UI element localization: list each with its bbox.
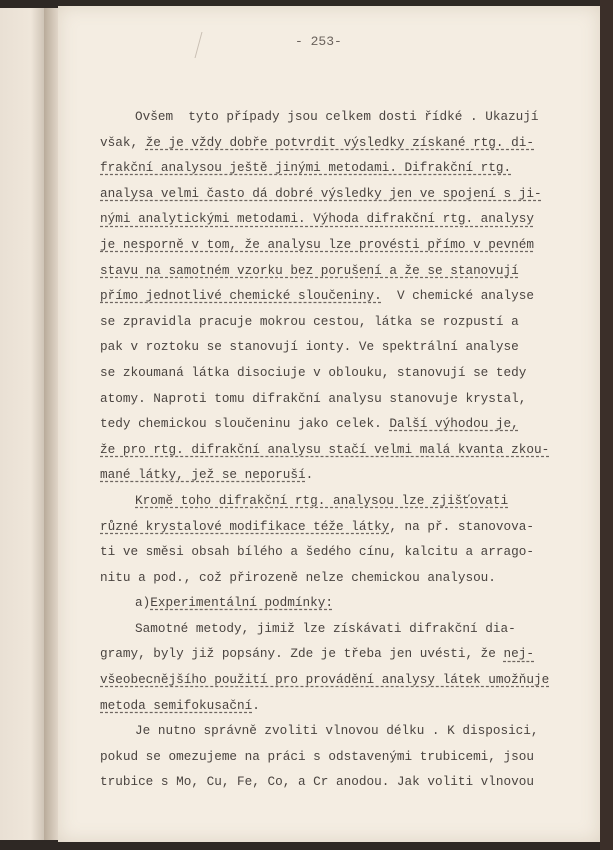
text-line <box>100 616 549 642</box>
text-segment: však, <box>100 134 146 150</box>
underlined-text: nými analytickými metodami. Výhoda difrakční rtg. analysy <box>100 211 534 227</box>
text-line <box>100 539 549 565</box>
text-segment: Ovšem tyto případy jsou celkem dosti řídké . Ukazují <box>135 109 539 124</box>
text-segment: pokud se omezujeme na práci s odstavenými trubicemi, jsou <box>100 748 534 764</box>
underlined-text: analysa velmi často dá dobré výsledky jen ve spojení s ji- <box>100 185 542 201</box>
text-line <box>100 181 549 207</box>
underlined-text: že pro rtg. difrakční analysu stačí velmi malá kvanta zkou- <box>100 441 550 457</box>
text-line <box>100 206 549 232</box>
text-segment: trubice s Mo, Cu, Fe, Co, a Cr anodou. Jak voliti vlnovou <box>100 774 534 790</box>
text-segment: ti ve směsi obsah bílého a šedého cínu, kalcitu a arrago- <box>100 544 534 560</box>
text-line <box>100 718 549 744</box>
text-segment: V chemické analyse <box>381 288 534 304</box>
text-segment: Samotné metody, jimiž lze získávati difrakční dia- <box>135 620 516 636</box>
text-line <box>100 155 549 181</box>
underlined-text: různé krystalové modifikace téže látky <box>100 518 390 534</box>
text-line <box>100 769 549 795</box>
underlined-text: nej- <box>503 646 534 662</box>
underlined-text: stavu na samotném vzorku bez porušení a že se stanovují <box>100 262 519 278</box>
text-segment: . <box>252 697 260 713</box>
text-line <box>100 386 549 412</box>
underlined-text: že je vždy dobře potvrdit výsledky získané rtg. di- <box>145 134 534 150</box>
text-line <box>100 411 549 437</box>
text-line <box>100 565 549 591</box>
underlined-text: Kromě toho difrakční rtg. analysou lze zjišťovati <box>135 492 509 508</box>
text-line <box>100 232 549 258</box>
underlined-text: je nesporně v tom, že analysu lze provésti přímo v pevném <box>100 236 534 252</box>
underlined-text: frakční analysou ještě jinými metodami. Difrakční rtg. <box>100 160 512 176</box>
underlined-text: přímo jednotlivé chemické sloučeniny. <box>100 288 382 304</box>
text-line <box>100 309 549 335</box>
text-line <box>100 693 549 719</box>
text-segment: se zpravidla pracuje mokrou cestou, látka se rozpustí a <box>100 313 519 329</box>
underlined-text: mané látky, jež se neporuší <box>100 467 306 483</box>
text-line <box>100 437 549 463</box>
text-line <box>100 744 549 770</box>
text-segment: nitu a pod., což přirozeně nelze chemickou analysou. <box>100 569 496 585</box>
text-segment: se zkoumaná látka disociuje v oblouku, stanovují se tedy <box>100 364 527 380</box>
text-segment: Je nutno správně zvoliti vlnovou délku . K disposici, <box>135 723 539 739</box>
previous-page-edge <box>0 8 44 840</box>
text-segment: . <box>305 467 314 483</box>
text-segment: tedy chemickou sloučeninu jako celek. <box>100 416 390 432</box>
text-line <box>100 667 549 693</box>
pencil-mark <box>195 32 225 58</box>
text-line <box>100 130 549 156</box>
text-line <box>100 514 549 540</box>
text-line <box>100 360 549 386</box>
text-segment: a) <box>135 595 151 611</box>
page-edge <box>600 0 613 850</box>
underlined-text: Experimentální podmínky: <box>150 595 333 611</box>
underlined-text: metoda semifokusační <box>100 697 253 713</box>
underlined-text: všeobecnějšího použití pro provádění analysy látek umožňuje <box>100 672 550 688</box>
text-segment: gramy, byly již popsány. Zde je třeba jen uvésti, že <box>100 646 504 662</box>
text-segment: , na př. stanovova- <box>389 518 534 534</box>
typewritten-body <box>100 104 549 795</box>
text-segment: pak v roztoku se stanovují ionty. Ve spektrální analyse <box>100 339 519 355</box>
page-number: - 253- <box>295 34 342 49</box>
text-line <box>100 590 549 616</box>
text-line <box>100 104 549 130</box>
text-line <box>100 641 549 667</box>
text-line <box>100 283 549 309</box>
text-segment: atomy. Naproti tomu difrakční analysu stanovuje krystal, <box>100 390 527 406</box>
text-line <box>100 488 549 514</box>
text-line <box>100 258 549 284</box>
text-line <box>100 462 549 488</box>
underlined-text: Další výhodou je, <box>389 416 519 432</box>
text-line <box>100 334 549 360</box>
